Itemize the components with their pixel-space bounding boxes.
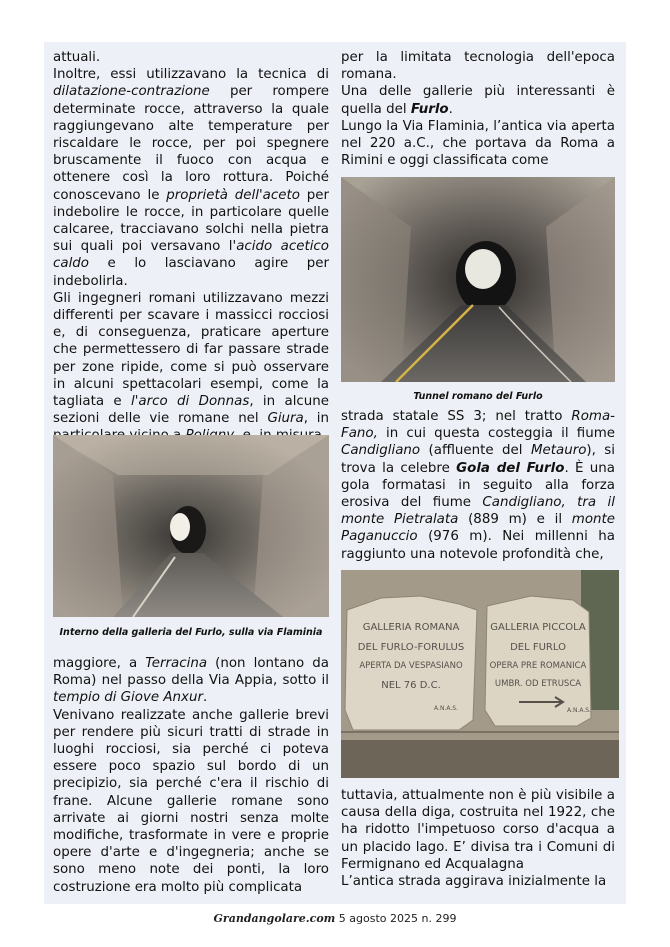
plaque-right-line: OPERA PRE ROMANICA [489, 661, 587, 671]
plaque-left-line: A.N.A.S. [434, 705, 458, 712]
paragraph: Una delle gallerie più interessanti è quella del Furlo. [341, 84, 615, 117]
issue-date: 5 agosto 2025 n. 299 [335, 912, 457, 925]
site-name[interactable]: Grandangolare.com [213, 912, 336, 925]
plaque-left-line: DEL FURLO-FORULUS [357, 642, 465, 653]
paragraph: Gli ingegneri romani utilizzavano mezzi differenti per scavare i massicci rocciosi e, di conseguenza, praticare aperture che permettessero di far passare strade per zone ripide, come si può osservare in alcuni spettacolari esempi, come la tagliata e l'arco di Donnas, in alcune sezioni delle vie romane nel Giura, in [53, 290, 330, 427]
paragraph: Inoltre, essi utilizzavano la tecnica di dilatazione-contrazione per rompere determinate rocce, attraverso la quale raggiungevano alte temperature per riscaldare le rocce, per poi spegnere bruscamente il fuoco con acqua e ottenere così la loro rottura. Poiché conoscevano le proprietà dell'aceto per indebolire le rocce, in particolare quelle calcaree, tracciavano solchi nella pietra sui quali poi versavano l'acido acetico caldo e lo lasciavano agire per indebolirla. [53, 67, 329, 289]
plaque-left-line: APERTA DA VESPASIANO [359, 661, 463, 671]
paragraph: per la limitata tecnologia dell'epoca romana. [341, 50, 615, 83]
plaque-left-line: GALLERIA ROMANA [362, 622, 460, 633]
left-column-top-text [53, 49, 329, 445]
paragraph: L’antica strada aggirava inizialmente la [341, 874, 607, 890]
plaque-right-line: UMBR. OD ETRUSCA [494, 679, 582, 689]
paragraph: maggiore, a Terracina (non lontano da Roma) nel passo della Via Appia, sotto il tempio di Giove Anxur. [53, 656, 329, 706]
paragraph: tuttavia, attualmente non è più visibile a causa della diga, costruita nel 1922, che ha ridotto l'impetuoso corso d'acqua a un placido lago. E’ divisa tra i Comuni di Fermignano ed Acqualagna [341, 788, 615, 872]
right-column-middle-text [341, 408, 615, 563]
plaque-left-line: NEL 76 D.C. [381, 680, 441, 691]
paragraph: strada statale SS 3; nel tratto Roma-Fano, in cui questa costeggia il fiume Candigliano (affluente del Metauro), si trova la celebre Gola del Furlo. È una gola formatasi in seguito alla forza erosiva del fiume Candigliano, tra il monte Pietralata (889 m) e il monte Paganuccio (976 m). Nei millenni ha raggiunto una notevole profondità che, [341, 409, 616, 562]
left-photo-caption: Interno della galleria del Furlo, sulla via Flaminia [59, 627, 323, 638]
paragraph: attuali. [53, 50, 101, 65]
right-column-bottom-text [341, 787, 615, 890]
paragraph: Venivano realizzate anche gallerie brevi per rendere più sicuri tratti di strade in luoghi rocciosi, sia perché ci poteva essere poco spazio sul bordo di un precipizio, sia perché c'era il rischio di frane. Alcune gallerie romane sono arrivate ai giorni nostri senza molte modifiche, trasformate in vere e proprie opere d'arte e d'ingegneria; anche se sono meno note dei ponti, la loro costruzione era molto più complicata [53, 707, 329, 895]
page-footer [0, 912, 670, 925]
paragraph: Lungo la Via Flaminia, l’antica via aperta nel 220 a.C., che portava da Roma a Rimini e oggi classificata come [341, 118, 615, 169]
stone-plaques-photo [341, 570, 619, 778]
tunnel-interior-photo [53, 435, 329, 617]
right-column-top-text [341, 49, 615, 169]
plaque-right-line: DEL FURLO [510, 642, 566, 653]
plaque-right-line: GALLERIA PICCOLA [490, 622, 586, 633]
right-photo1-caption: Tunnel romano del Furlo [413, 391, 543, 402]
roman-tunnel-photo [341, 177, 615, 382]
left-column-bottom-text [53, 655, 329, 896]
plaque-right-line: A.N.A.S. [567, 707, 591, 714]
